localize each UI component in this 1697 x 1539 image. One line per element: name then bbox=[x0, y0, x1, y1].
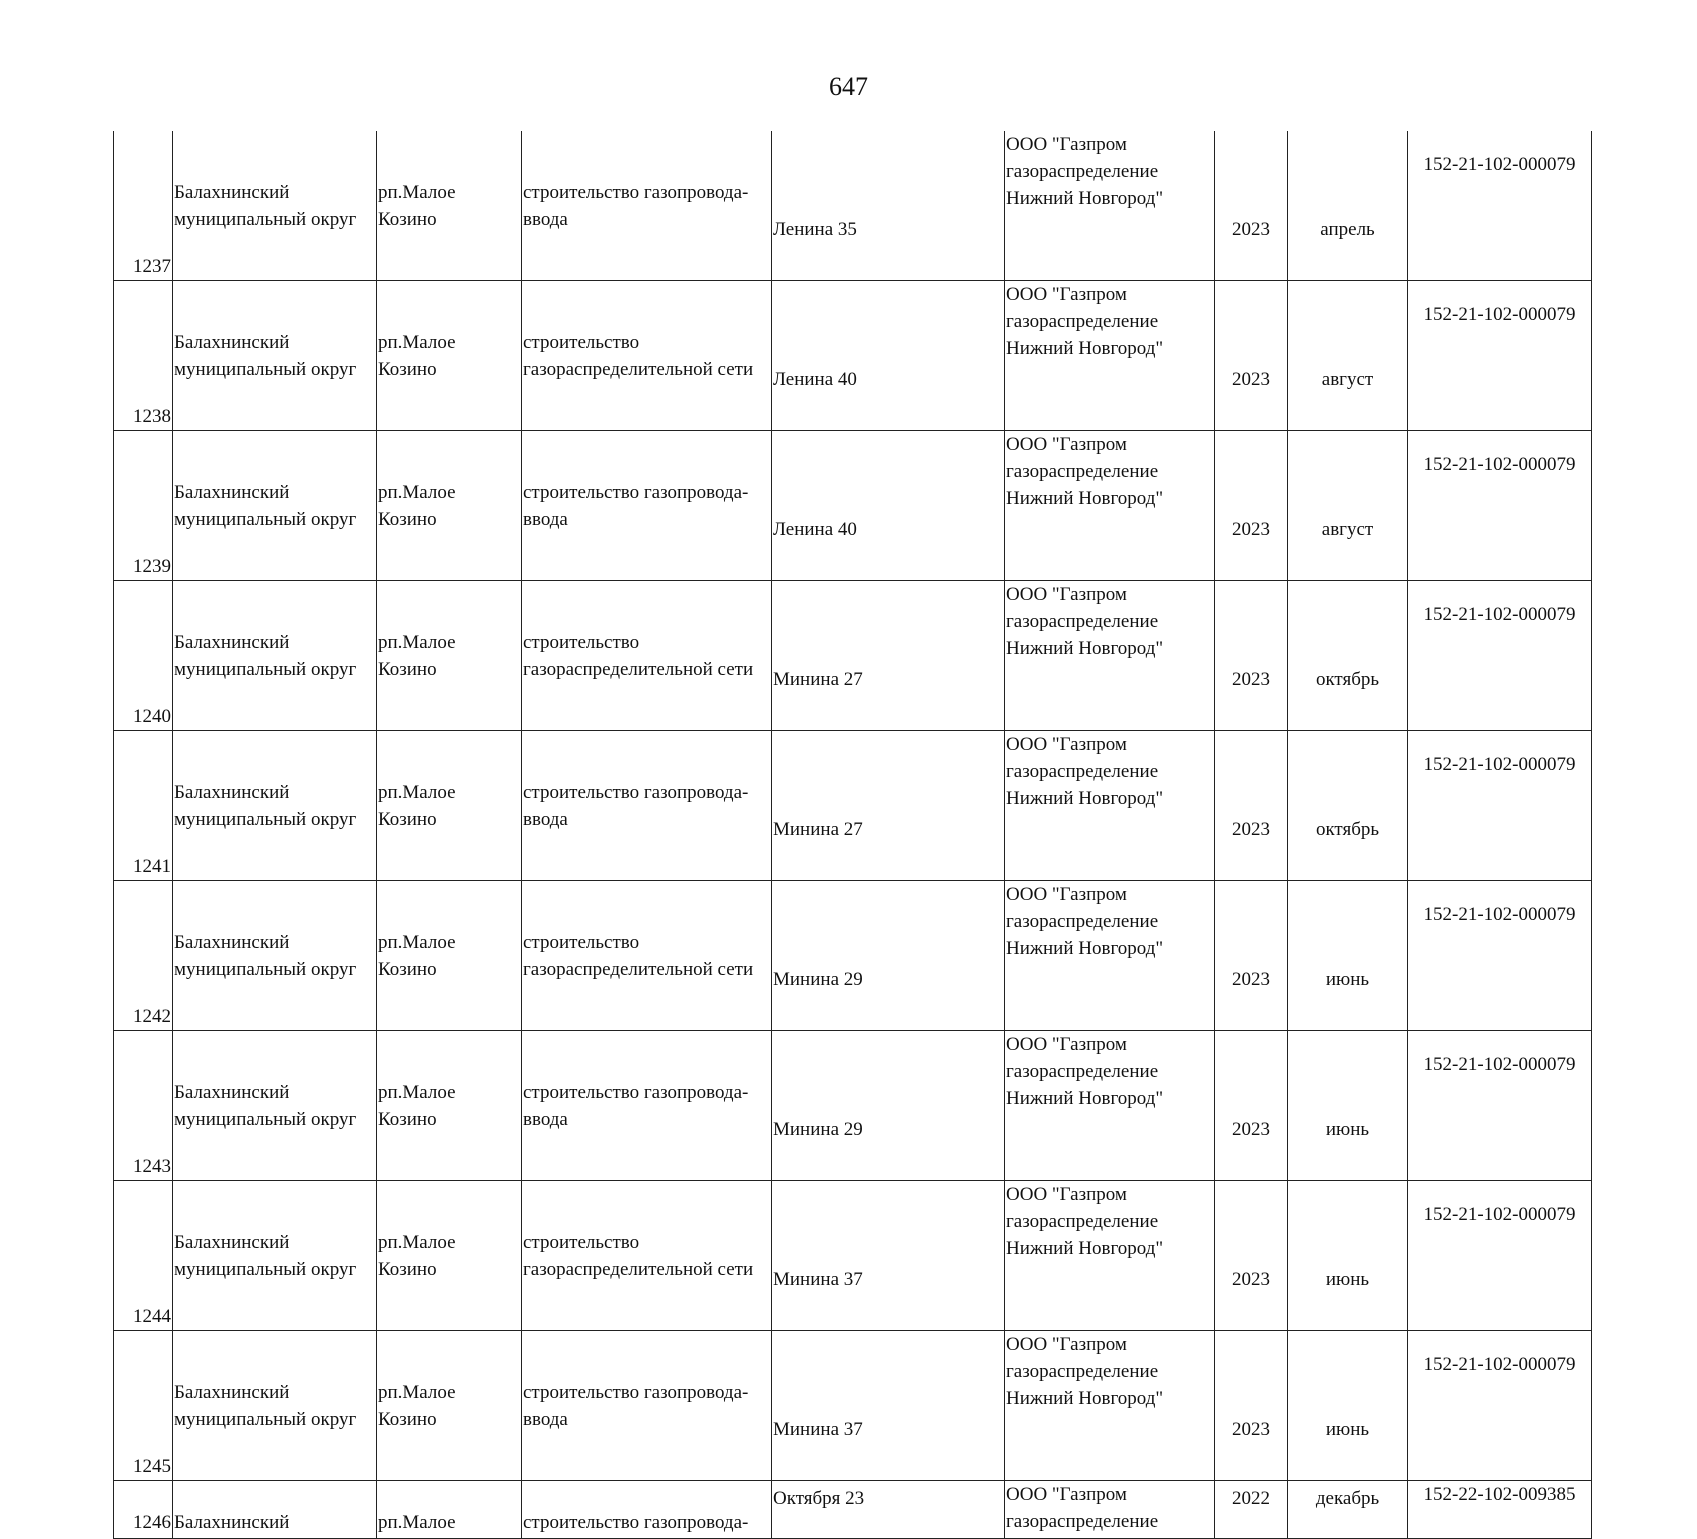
cell-line: газораспределительной сети bbox=[523, 1258, 754, 1280]
district-cell bbox=[173, 881, 377, 1031]
cell-line: Балахнинский bbox=[174, 1081, 290, 1103]
cell-line: Нижний Новгород" bbox=[1006, 188, 1164, 209]
street-cell: Ленина 40 bbox=[772, 431, 1005, 581]
locality-cell bbox=[377, 1031, 522, 1181]
code-cell: 152-21-102-000079 bbox=[1408, 1331, 1592, 1481]
cell-line: Нижний Новгород" bbox=[1006, 1388, 1164, 1409]
cell-line: газораспределение bbox=[1006, 911, 1159, 932]
cell-line: ООО "Газпром bbox=[1006, 1484, 1127, 1505]
organization-cell bbox=[1005, 1181, 1215, 1331]
street-cell: Минина 27 bbox=[772, 581, 1005, 731]
cell-line: Балахнинский bbox=[174, 481, 290, 503]
code-cell: 152-21-102-000079 bbox=[1408, 431, 1592, 581]
cell-line: газораспределительной сети bbox=[523, 958, 754, 980]
cell-line: рп.Малое bbox=[378, 331, 456, 353]
cell-line: Нижний Новгород" bbox=[1006, 788, 1164, 809]
cell-line: строительство bbox=[523, 1231, 640, 1253]
cell-line: ООО "Газпром bbox=[1006, 284, 1127, 305]
cell-line: рп.Малое bbox=[378, 1381, 456, 1403]
street-cell: Ленина 40 bbox=[772, 281, 1005, 431]
row-number-cell: 1245 bbox=[114, 1331, 173, 1481]
work-type-cell bbox=[522, 881, 772, 1031]
street-cell: Минина 29 bbox=[772, 1031, 1005, 1181]
cell-line: газораспределение bbox=[1006, 761, 1159, 782]
cell-line: Нижний Новгород" bbox=[1006, 638, 1164, 659]
year-cell: 2022 bbox=[1215, 1481, 1288, 1539]
locality-cell bbox=[377, 1331, 522, 1481]
work-type-cell bbox=[522, 1181, 772, 1331]
cell-line: Козино bbox=[378, 808, 437, 830]
cell-line: газораспределение bbox=[1006, 611, 1159, 632]
cell-line: рп.Малое bbox=[378, 1231, 456, 1253]
cell-line: Балахнинский bbox=[174, 931, 290, 953]
month-cell: октябрь bbox=[1288, 731, 1408, 881]
cell-line: муниципальный округ bbox=[174, 208, 357, 230]
cell-line: Балахнинский bbox=[174, 181, 290, 203]
cell-line: муниципальный округ bbox=[174, 358, 357, 380]
cell-line: газораспределение bbox=[1006, 311, 1159, 332]
code-cell: 152-21-102-000079 bbox=[1408, 1031, 1592, 1181]
month-cell: апрель bbox=[1288, 131, 1408, 281]
code-cell: 152-21-102-000079 bbox=[1408, 1181, 1592, 1331]
cell-line: Балахнинский bbox=[174, 631, 290, 653]
cell-line: Балахнинский bbox=[174, 1231, 290, 1253]
locality-cell: рп.Малое bbox=[377, 1481, 522, 1539]
table-row bbox=[114, 1181, 1592, 1331]
cell-line: ООО "Газпром bbox=[1006, 1034, 1127, 1055]
cell-line: ввода bbox=[523, 808, 568, 830]
cell-line: рп.Малое bbox=[378, 1081, 456, 1103]
locality-cell bbox=[377, 1181, 522, 1331]
cell-line: ввода bbox=[523, 1408, 568, 1430]
district-cell bbox=[173, 281, 377, 431]
cell-line: ООО "Газпром bbox=[1006, 434, 1127, 455]
table-row bbox=[114, 431, 1592, 581]
cell-line: газораспределение bbox=[1006, 161, 1159, 182]
organization-cell bbox=[1005, 1331, 1215, 1481]
table-row-partial bbox=[114, 1481, 1592, 1539]
cell-line: Козино bbox=[378, 958, 437, 980]
cell-line: ООО "Газпром bbox=[1006, 584, 1127, 605]
work-type-cell bbox=[522, 131, 772, 281]
cell-line: муниципальный округ bbox=[174, 1408, 357, 1430]
work-type-cell bbox=[522, 1031, 772, 1181]
cell-line: Козино bbox=[378, 1108, 437, 1130]
district-cell bbox=[173, 1331, 377, 1481]
cell-line: Нижний Новгород" bbox=[1006, 488, 1164, 509]
work-type-cell bbox=[522, 731, 772, 881]
code-cell: 152-21-102-000079 bbox=[1408, 581, 1592, 731]
table-row bbox=[114, 281, 1592, 431]
table-row bbox=[114, 581, 1592, 731]
month-cell: август bbox=[1288, 281, 1408, 431]
month-cell: октябрь bbox=[1288, 581, 1408, 731]
cell-line: газораспределение bbox=[1006, 1061, 1159, 1082]
street-cell: Ленина 35 bbox=[772, 131, 1005, 281]
cell-line: Балахнинский bbox=[174, 1381, 290, 1403]
month-cell: июнь bbox=[1288, 1331, 1408, 1481]
cell-line: Козино bbox=[378, 1258, 437, 1280]
cell-line: муниципальный округ bbox=[174, 508, 357, 530]
street-cell: Минина 27 bbox=[772, 731, 1005, 881]
row-number-cell: 1240 bbox=[114, 581, 173, 731]
year-cell: 2023 bbox=[1215, 1181, 1288, 1331]
work-type-cell bbox=[522, 431, 772, 581]
locality-cell bbox=[377, 731, 522, 881]
cell-line: Нижний Новгород" bbox=[1006, 1088, 1164, 1109]
street-cell: Октября 23 bbox=[772, 1481, 1005, 1539]
row-number-cell: 1237 bbox=[114, 131, 173, 281]
cell-line: Нижний Новгород" bbox=[1006, 338, 1164, 359]
district-cell: Балахнинский bbox=[173, 1481, 377, 1539]
row-number-cell: 1238 bbox=[114, 281, 173, 431]
cell-line: ООО "Газпром bbox=[1006, 734, 1127, 755]
cell-line: Балахнинский bbox=[174, 331, 290, 353]
cell-line: ввода bbox=[523, 508, 568, 530]
cell-line: газораспределение bbox=[1006, 1211, 1159, 1232]
code-cell: 152-21-102-000079 bbox=[1408, 731, 1592, 881]
row-number-cell: 1244 bbox=[114, 1181, 173, 1331]
work-type-cell bbox=[522, 281, 772, 431]
cell-line: строительство bbox=[523, 931, 640, 953]
cell-line: строительство газопровода- bbox=[523, 481, 749, 503]
code-cell: 152-21-102-000079 bbox=[1408, 131, 1592, 281]
year-cell: 2023 bbox=[1215, 881, 1288, 1031]
month-cell: июнь bbox=[1288, 1181, 1408, 1331]
work-type-cell: строительство газопровода- bbox=[522, 1481, 772, 1539]
cell-line: газораспределение bbox=[1006, 461, 1159, 482]
cell-line: газораспределение bbox=[1006, 1511, 1159, 1532]
cell-line: ООО "Газпром bbox=[1006, 134, 1127, 155]
district-cell bbox=[173, 1181, 377, 1331]
month-cell: декабрь bbox=[1288, 1481, 1408, 1539]
cell-line: рп.Малое bbox=[378, 931, 456, 953]
cell-line: рп.Малое bbox=[378, 481, 456, 503]
month-cell: август bbox=[1288, 431, 1408, 581]
table-row bbox=[114, 731, 1592, 881]
locality-cell bbox=[377, 131, 522, 281]
row-number-cell: 1241 bbox=[114, 731, 173, 881]
cell-line: Козино bbox=[378, 208, 437, 230]
year-cell: 2023 bbox=[1215, 581, 1288, 731]
code-cell: 152-21-102-000079 bbox=[1408, 881, 1592, 1031]
cell-line: муниципальный округ bbox=[174, 1108, 357, 1130]
row-number-cell: 1242 bbox=[114, 881, 173, 1031]
cell-line: муниципальный округ bbox=[174, 958, 357, 980]
organization-cell bbox=[1005, 581, 1215, 731]
row-number-cell: 1239 bbox=[114, 431, 173, 581]
cell-line: рп.Малое bbox=[378, 181, 456, 203]
cell-line: ООО "Газпром bbox=[1006, 1334, 1127, 1355]
cell-line: рп.Малое bbox=[378, 631, 456, 653]
table-row bbox=[114, 1031, 1592, 1181]
work-type-cell bbox=[522, 1331, 772, 1481]
table-row bbox=[114, 131, 1592, 281]
cell-line: Козино bbox=[378, 358, 437, 380]
year-cell: 2023 bbox=[1215, 1331, 1288, 1481]
cell-line: ООО "Газпром bbox=[1006, 884, 1127, 905]
locality-cell bbox=[377, 881, 522, 1031]
organization-cell bbox=[1005, 281, 1215, 431]
table-body bbox=[114, 131, 1592, 1539]
locality-cell bbox=[377, 431, 522, 581]
cell-line: газораспределительной сети bbox=[523, 658, 754, 680]
row-number-cell: 1243 bbox=[114, 1031, 173, 1181]
year-cell: 2023 bbox=[1215, 281, 1288, 431]
cell-line: ввода bbox=[523, 208, 568, 230]
locality-cell bbox=[377, 581, 522, 731]
cell-line: строительство газопровода- bbox=[523, 781, 749, 803]
district-cell bbox=[173, 1031, 377, 1181]
locality-cell bbox=[377, 281, 522, 431]
work-type-cell bbox=[522, 581, 772, 731]
cell-line: рп.Малое bbox=[378, 781, 456, 803]
code-cell: 152-21-102-000079 bbox=[1408, 281, 1592, 431]
district-cell bbox=[173, 131, 377, 281]
cell-line: строительство газопровода- bbox=[523, 1081, 749, 1103]
year-cell: 2023 bbox=[1215, 731, 1288, 881]
cell-line: муниципальный округ bbox=[174, 658, 357, 680]
row-number-cell: 1246 bbox=[114, 1481, 173, 1539]
table-row bbox=[114, 881, 1592, 1031]
organization-cell bbox=[1005, 431, 1215, 581]
district-cell bbox=[173, 731, 377, 881]
cell-line: строительство bbox=[523, 631, 640, 653]
street-cell: Минина 37 bbox=[772, 1331, 1005, 1481]
cell-line: муниципальный округ bbox=[174, 808, 357, 830]
organization-cell bbox=[1005, 1031, 1215, 1181]
cell-line: Козино bbox=[378, 508, 437, 530]
cell-line: строительство газопровода- bbox=[523, 1381, 749, 1403]
cell-line: Нижний Новгород" bbox=[1006, 938, 1164, 959]
organization-cell bbox=[1005, 881, 1215, 1031]
year-cell: 2023 bbox=[1215, 431, 1288, 581]
cell-line: строительство газопровода- bbox=[523, 181, 749, 203]
street-cell: Минина 37 bbox=[772, 1181, 1005, 1331]
year-cell: 2023 bbox=[1215, 1031, 1288, 1181]
page-number: 647 bbox=[829, 72, 868, 101]
organization-cell bbox=[1005, 731, 1215, 881]
cell-line: ООО "Газпром bbox=[1006, 1184, 1127, 1205]
year-cell: 2023 bbox=[1215, 131, 1288, 281]
organization-cell bbox=[1005, 131, 1215, 281]
cell-line: газораспределение bbox=[1006, 1361, 1159, 1382]
district-cell bbox=[173, 581, 377, 731]
cell-line: Козино bbox=[378, 658, 437, 680]
cell-line: Нижний Новгород" bbox=[1006, 1238, 1164, 1259]
cell-line: газораспределительной сети bbox=[523, 358, 754, 380]
cell-line: Козино bbox=[378, 1408, 437, 1430]
month-cell: июнь bbox=[1288, 1031, 1408, 1181]
cell-line: строительство bbox=[523, 331, 640, 353]
cell-line: Балахнинский bbox=[174, 781, 290, 803]
cell-line: ввода bbox=[523, 1108, 568, 1130]
code-cell: 152-22-102-009385 bbox=[1408, 1481, 1592, 1539]
month-cell: июнь bbox=[1288, 881, 1408, 1031]
street-cell: Минина 29 bbox=[772, 881, 1005, 1031]
table-row bbox=[114, 1331, 1592, 1481]
gas-works-table bbox=[113, 131, 1592, 1539]
organization-cell bbox=[1005, 1481, 1215, 1539]
district-cell bbox=[173, 431, 377, 581]
cell-line: муниципальный округ bbox=[174, 1258, 357, 1280]
